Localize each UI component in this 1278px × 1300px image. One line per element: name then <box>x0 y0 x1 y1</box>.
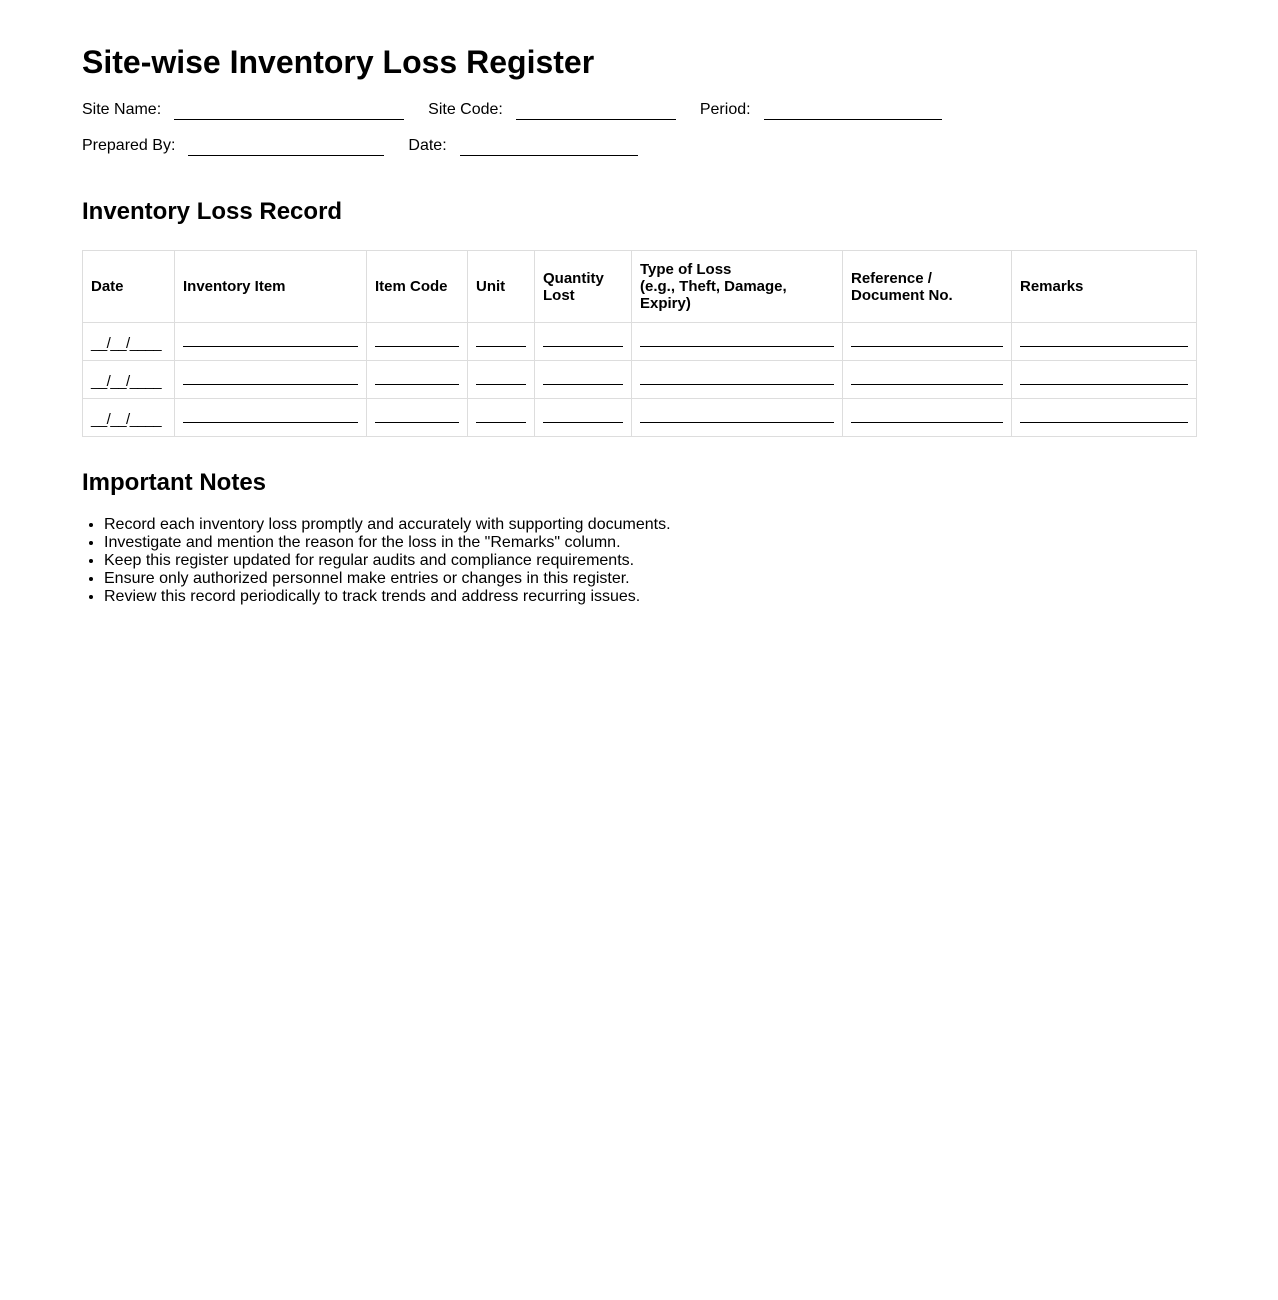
site-code-field[interactable] <box>516 101 676 120</box>
reference-cell[interactable] <box>843 399 1012 437</box>
column-header-reference-line-1: Reference / <box>851 269 932 287</box>
column-header-type-of-loss-line-3: Expiry) <box>640 295 691 312</box>
type-of-loss-cell[interactable] <box>632 323 843 361</box>
blank-line <box>183 422 358 423</box>
blank-line <box>476 422 526 423</box>
date-placeholder: __/__/____ <box>91 335 162 352</box>
column-header-date: Date <box>83 251 175 323</box>
inventory-item-cell[interactable] <box>175 323 367 361</box>
page-title: Site-wise Inventory Loss Register <box>82 44 595 80</box>
record-section-heading: Inventory Loss Record <box>82 198 343 225</box>
blank-line <box>851 346 1003 347</box>
reference-cell[interactable] <box>843 323 1012 361</box>
blank-line <box>375 346 459 347</box>
reference-cell[interactable] <box>843 361 1012 399</box>
table-header-row <box>83 251 1197 323</box>
blank-line <box>543 384 623 385</box>
blank-line <box>543 346 623 347</box>
prepared-by-label: Prepared By: <box>82 137 176 154</box>
blank-line <box>1020 422 1188 423</box>
remarks-cell[interactable] <box>1012 399 1197 437</box>
list-item: • Record each inventory loss promptly and accurately with supporting documents. <box>104 516 671 534</box>
list-item: • Review this record periodically to track trends and address recurring issues. <box>104 588 671 606</box>
column-header-type-of-loss-line-1: Type of Loss <box>640 261 732 278</box>
site-code-label: Site Code: <box>428 101 503 118</box>
quantity-lost-cell[interactable] <box>535 361 632 399</box>
list-item: • Ensure only authorized personnel make entries or changes in this register. <box>104 570 671 588</box>
list-item: • Investigate and mention the reason for the loss in the "Remarks" column. <box>104 534 671 552</box>
blank-line <box>476 384 526 385</box>
table-row <box>83 399 1197 437</box>
date-cell[interactable] <box>83 361 175 399</box>
blank-line <box>476 346 526 347</box>
blank-line <box>640 384 834 385</box>
site-name-field[interactable] <box>174 101 404 120</box>
date-field[interactable] <box>460 137 638 156</box>
period-label: Period: <box>699 101 751 118</box>
quantity-lost-cell[interactable] <box>535 399 632 437</box>
table-row <box>83 323 1197 361</box>
notes-section-heading: Important Notes <box>82 469 267 496</box>
column-header-type-of-loss <box>632 251 843 323</box>
type-of-loss-cell[interactable] <box>632 361 843 399</box>
site-name-label: Site Name: <box>82 101 162 118</box>
prepared-by-field[interactable] <box>188 137 384 156</box>
quantity-lost-cell[interactable] <box>535 323 632 361</box>
type-of-loss-cell[interactable] <box>632 399 843 437</box>
column-header-inventory-item: Inventory Item <box>175 251 367 323</box>
blank-line <box>640 422 834 423</box>
inventory-item-cell[interactable] <box>175 361 367 399</box>
blank-line <box>1020 384 1188 385</box>
date-placeholder: __/__/____ <box>91 373 162 390</box>
unit-cell[interactable] <box>468 323 535 361</box>
column-header-reference <box>843 251 1012 323</box>
column-header-remarks: Remarks <box>1012 251 1197 323</box>
blank-line <box>851 384 1003 385</box>
item-code-cell[interactable] <box>367 323 468 361</box>
blank-line <box>851 422 1003 423</box>
column-header-unit: Unit <box>468 251 535 323</box>
blank-line <box>183 346 358 347</box>
item-code-cell[interactable] <box>367 399 468 437</box>
remarks-cell[interactable] <box>1012 323 1197 361</box>
date-label: Date: <box>408 137 447 154</box>
item-code-cell[interactable] <box>367 361 468 399</box>
blank-line <box>183 384 358 385</box>
meta-row-site <box>82 100 966 120</box>
column-header-quantity-lost <box>535 251 632 323</box>
remarks-cell[interactable] <box>1012 361 1197 399</box>
table-body <box>83 323 1197 437</box>
notes-list <box>82 516 671 606</box>
column-header-reference-line-2: Document No. <box>851 286 953 304</box>
meta-row-prepared <box>82 136 662 156</box>
column-header-quantity-lost-line-1: Quantity <box>543 269 604 287</box>
period-field[interactable] <box>764 101 942 120</box>
inventory-loss-table <box>82 250 1197 437</box>
unit-cell[interactable] <box>468 361 535 399</box>
list-item: • Keep this register updated for regular audits and compliance requirements. <box>104 552 671 570</box>
date-cell[interactable] <box>83 399 175 437</box>
blank-line <box>375 422 459 423</box>
blank-line <box>375 384 459 385</box>
blank-line <box>1020 346 1188 347</box>
column-header-item-code: Item Code <box>367 251 468 323</box>
blank-line <box>543 422 623 423</box>
date-cell[interactable] <box>83 323 175 361</box>
column-header-type-of-loss-line-2: (e.g., Theft, Damage, <box>640 278 787 295</box>
blank-line <box>640 346 834 347</box>
unit-cell[interactable] <box>468 399 535 437</box>
column-header-quantity-lost-line-2: Lost <box>543 286 575 304</box>
table-row <box>83 361 1197 399</box>
inventory-item-cell[interactable] <box>175 399 367 437</box>
date-placeholder: __/__/____ <box>91 411 162 428</box>
